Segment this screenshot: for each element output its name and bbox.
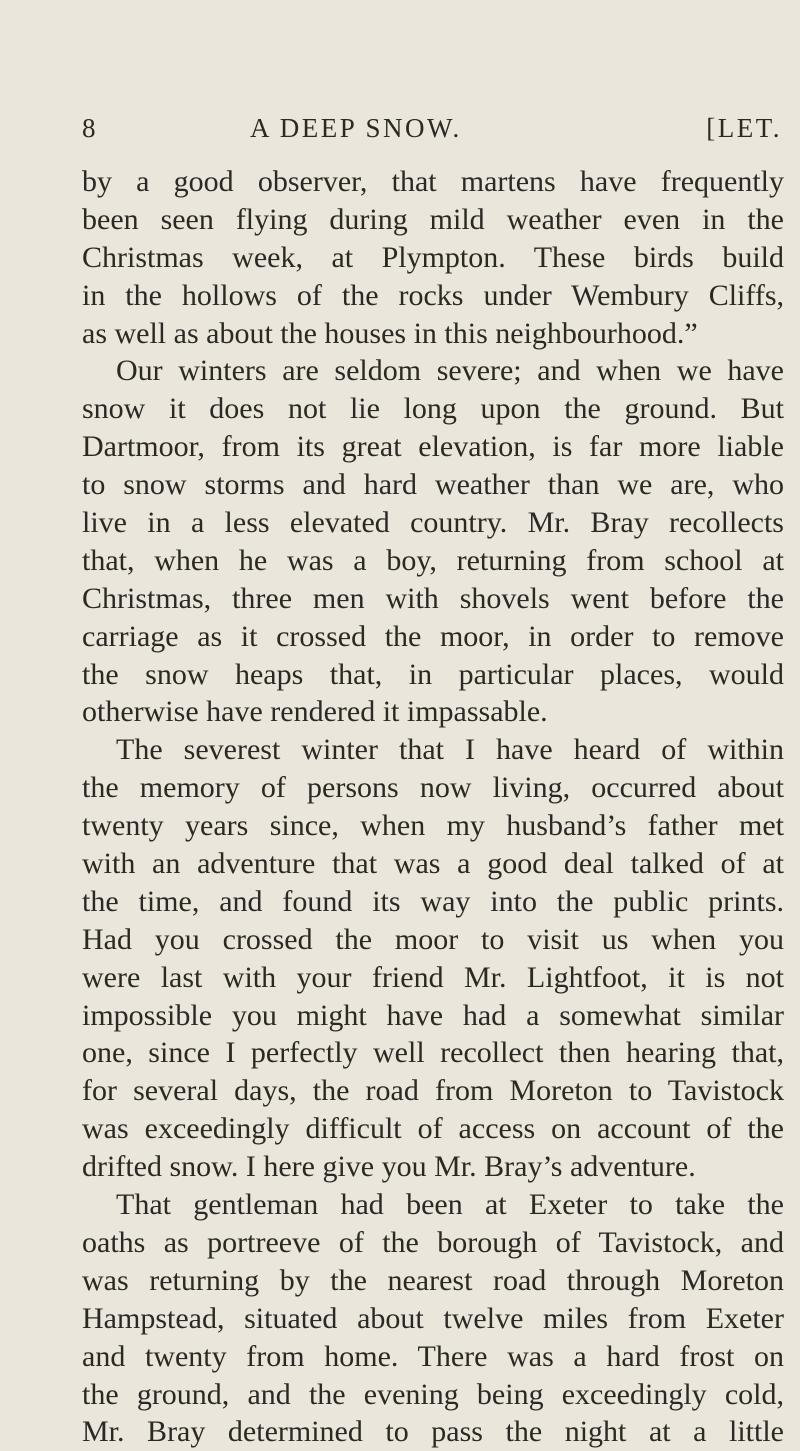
text-line: impossible you might have had a somewhat similar [82, 998, 784, 1032]
text-line: by a good observer, that martens have frequently [82, 165, 784, 198]
text-line: snow it does not lie long upon the ground. But [82, 392, 784, 426]
body-text [82, 163, 784, 1451]
text-line: as well as about the houses in this neighbourhood.” [82, 316, 698, 350]
text-line: one, since I perfectly well recollect then hearing that, [82, 1036, 784, 1070]
text-line: Dartmoor, from its great elevation, is far more liable [82, 430, 784, 464]
running-head-right: [LET. [706, 113, 782, 143]
running-head [82, 113, 782, 147]
paragraph-first-line: Our winters are seldom severe; and when we have [116, 354, 784, 388]
text-line: otherwise have rendered it impassable. [82, 695, 548, 729]
text-line: was returning by the nearest road through Moreton [82, 1263, 784, 1297]
text-line: Christmas, three men with shovels went before the [82, 581, 784, 615]
running-title: A DEEP SNOW. [250, 113, 462, 143]
text-line: to snow storms and hard weather than we are, who [82, 468, 784, 502]
text-line: were last with your friend Mr. Lightfoot, it is not [82, 960, 784, 994]
text-line: twenty years since, when my husband’s father met [82, 809, 784, 843]
text-line: that, when he was a boy, returning from school at [82, 543, 784, 577]
text-line: drifted snow. I here give you Mr. Bray’s adventure. [82, 1150, 696, 1184]
text-line: the ground, and the evening being exceedingly cold, [82, 1377, 784, 1411]
page-number: 8 [82, 113, 97, 143]
text-line: Hampstead, situated about twelve miles from Exeter [82, 1301, 784, 1335]
text-line: the snow heaps that, in particular places, would [82, 657, 784, 691]
text-line: carriage as it crossed the moor, in order to remove [82, 619, 784, 653]
text-line: Had you crossed the moor to visit us when you [82, 922, 784, 956]
text-line: Mr. Bray determined to pass the night at a little [82, 1415, 784, 1449]
text-line: the time, and found its way into the public prints. [82, 884, 784, 918]
text-line: with an adventure that was a good deal talked of at [82, 847, 784, 881]
paragraph-first-line: The severest winter that I have heard of within [116, 733, 784, 767]
text-line: for several days, the road from Moreton to Tavistock [82, 1074, 784, 1108]
text-line: in the hollows of the rocks under Wembury Cliffs, [82, 278, 784, 312]
text-line: Christmas week, at Plympton. These birds build [82, 240, 784, 274]
text-line: was exceedingly difficult of access on account of the [82, 1112, 784, 1146]
text-line: been seen flying during mild weather even in the [82, 202, 784, 236]
paragraph-first-line: That gentleman had been at Exeter to take the [116, 1188, 784, 1222]
text-line: and twenty from home. There was a hard frost on [82, 1339, 784, 1373]
text-line: live in a less elevated country. Mr. Bray recollects [82, 506, 784, 540]
text-line: the memory of persons now living, occurred about [82, 771, 784, 805]
text-line: oaths as portreeve of the borough of Tavistock, and [82, 1225, 784, 1259]
